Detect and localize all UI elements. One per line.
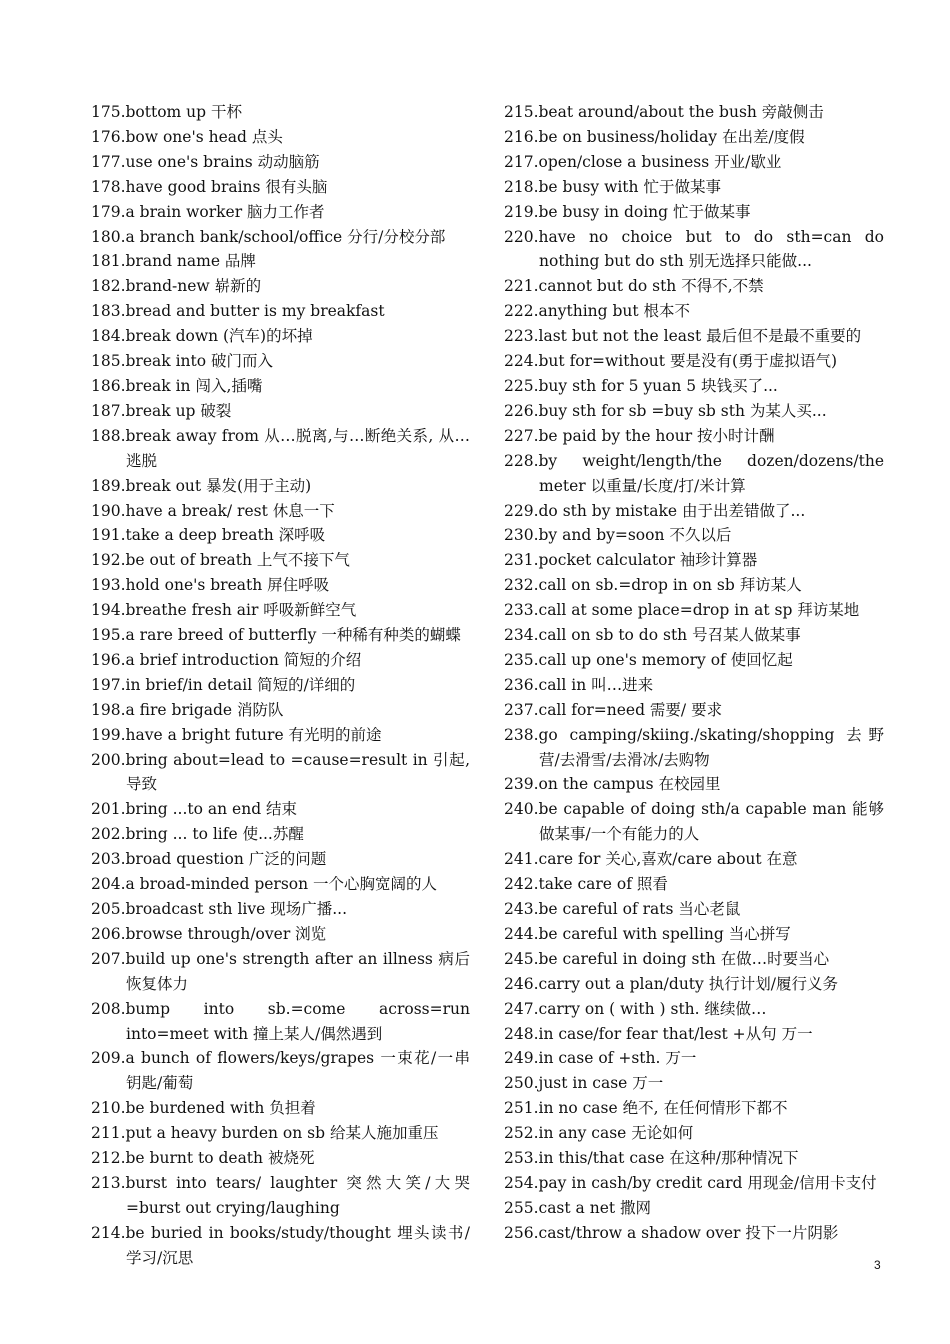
phrase-entry: 191.take a deep breath 深呼吸 [91, 526, 326, 545]
phrase-entry: 210.be burdened with 负担着 [91, 1099, 316, 1118]
phrase-entry: 200.bring about=lead to =cause=result in 引起,导致 [91, 750, 470, 794]
phrase-entry: 182.brand-new 崭新的 [91, 277, 262, 296]
phrase-entry: 193.hold one's breath 屏住呼吸 [91, 576, 330, 595]
phrase-entry: 236.call in 叫…进来 [504, 675, 654, 694]
phrase-entry: 255.cast a net 撒网 [504, 1198, 652, 1217]
phrase-entry: 229.do sth by mistake 由于出差错做了... [504, 501, 806, 520]
phrase-entry: 211.put a heavy burden on sb 给某人施加重压 [91, 1124, 439, 1143]
phrase-entry: 245.be careful in doing sth 在做…时要当心 [504, 949, 830, 968]
page-number: 3 [874, 1258, 881, 1272]
phrase-entry: 189.break out 暴发(用于主动) [91, 476, 312, 495]
phrase-entry: 244.be careful with spelling 当心拼写 [504, 924, 791, 943]
phrase-entry: 224.but for=without 要是没有(勇于虚拟语气) [504, 352, 838, 371]
phrase-entry: 253.in this/that case 在这种/那种情况下 [504, 1149, 799, 1168]
phrase-entry: 175.bottom up 干杯 [91, 103, 243, 121]
phrase-entry: 199.have a bright future 有光明的前途 [91, 725, 382, 744]
phrase-entry: 214.be buried in books/study/thought 埋头读书/学习/沉思 [91, 1223, 470, 1267]
phrase-entry: 228.by weight/length/the dozen/dozens/the meter 以重量/长度/打/米计算 [504, 451, 884, 495]
phrase-entry: 196.a brief introduction 简短的介绍 [91, 650, 362, 669]
phrase-entry: 251.in no case 绝不, 在任何情形下都不 [504, 1099, 788, 1118]
phrase-entry: 190.have a break/ rest 休息一下 [91, 501, 335, 520]
phrase-entry: 238.go camping/skiing./skating/shopping 去野营/去滑雪/去滑冰/去购物 [504, 725, 884, 769]
phrase-entry: 225.buy sth for 5 yuan 5 块钱买了... [504, 376, 778, 395]
phrase-entry: 222.anything but 根本不 [504, 302, 691, 321]
phrase-entry: 242.take care of 照看 [504, 875, 668, 894]
phrase-entry: 201.bring ...to an end 结束 [91, 800, 298, 819]
phrase-entry: 209.a bunch of flowers/keys/grapes 一束花/一串钥匙/葡萄 [91, 1049, 470, 1093]
phrase-entry: 195.a rare breed of butterfly 一种稀有种类的蝴蝶 [91, 626, 461, 645]
phrase-entry: 176.bow one's head 点头 [91, 127, 283, 146]
phrase-entry: 226.buy sth for sb =buy sb sth 为某人买... [504, 401, 827, 420]
phrase-entry: 246.carry out a plan/duty 执行计划/履行义务 [504, 974, 838, 993]
phrase-entry: 203.broad question 广泛的问题 [91, 850, 327, 869]
phrase-entry: 243.be careful of rats 当心老鼠 [504, 900, 741, 918]
phrase-entry: 197.in brief/in detail 简短的/详细的 [91, 675, 356, 694]
phrase-entry: 230.by and by=soon 不久以后 [504, 526, 732, 545]
phrase-entry: 218.be busy with 忙于做某事 [504, 177, 721, 196]
phrase-entry: 205.broadcast sth live 现场广播... [91, 900, 348, 918]
phrase-entry: 227.be paid by the hour 按小时计酬 [504, 426, 775, 445]
right-column [504, 100, 884, 1246]
phrase-entry: 256.cast/throw a shadow over 投下一片阴影 [504, 1223, 839, 1242]
phrase-entry: 234.call on sb to do sth 号召某人做某事 [504, 626, 801, 645]
phrase-entry: 249.in case of +sth. 万一 [504, 1049, 697, 1068]
phrase-entry: 188.break away from 从…脱离,与…断绝关系, 从…逃脱 [91, 426, 470, 470]
phrase-entry: 216.be on business/holiday 在出差/度假 [504, 127, 805, 146]
phrase-entry: 177.use one's brains 动动脑筋 [91, 152, 320, 171]
phrase-entry: 220.have no choice but to do sth=can do nothing but do sth 别无选择只能做... [504, 227, 884, 271]
phrase-entry: 239.on the campus 在校园里 [504, 775, 721, 794]
phrase-entry: 217.open/close a business 开业/歇业 [504, 152, 782, 171]
phrase-entry: 206.browse through/over 浏览 [91, 924, 327, 943]
phrase-entry: 254.pay in cash/by credit card 用现金/信用卡支付 [504, 1173, 877, 1192]
phrase-entry: 178.have good brains 很有头脑 [91, 177, 328, 196]
phrase-entry: 187.break up 破裂 [91, 401, 232, 420]
phrase-entry: 185.break into 破门而入 [91, 352, 274, 371]
phrase-entry: 237.call for=need 需要/ 要求 [504, 700, 723, 719]
phrase-entry: 233.call at some place=drop in at sp 拜访某地 [504, 601, 860, 620]
phrase-entry: 202.bring ... to life 使...苏醒 [91, 825, 304, 844]
phrase-entry: 235.call up one's memory of 使回忆起 [504, 650, 793, 669]
phrase-entry: 184.break down (汽车)的坏掉 [91, 327, 313, 346]
phrase-entry: 194.breathe fresh air 呼吸新鲜空气 [91, 601, 357, 620]
phrase-entry: 212.be burnt to death 被烧死 [91, 1149, 315, 1168]
left-column [91, 100, 470, 1271]
phrase-entry: 179.a brain worker 脑力工作者 [91, 202, 325, 221]
phrase-entry: 232.call on sb.=drop in on sb 拜访某人 [504, 576, 802, 595]
phrase-entry: 252.in any case 无论如何 [504, 1124, 694, 1143]
phrase-entry: 186.break in 闯入,插嘴 [91, 376, 263, 395]
phrase-entry: 221.cannot but do sth 不得不,不禁 [504, 277, 764, 296]
phrase-entry: 192.be out of breath 上气不接下气 [91, 551, 350, 570]
phrase-entry: 207.build up one's strength after an illness 病后恢复体力 [91, 949, 470, 993]
phrase-entry: 215.beat around/about the bush 旁敲侧击 [504, 103, 824, 121]
phrase-entry: 213.burst into tears/ laughter 突然大笑/大哭=burst out crying/laughing [91, 1173, 470, 1217]
phrase-entry: 248.in case/for fear that/lest +从句 万一 [504, 1024, 813, 1043]
phrase-entry: 219.be busy in doing 忙于做某事 [504, 202, 751, 221]
phrase-entry: 208.bump into sb.=come across=run into=meet with 撞上某人/偶然遇到 [91, 999, 470, 1043]
phrase-entry: 183.bread and butter is my breakfast [91, 302, 385, 321]
phrase-entry: 180.a branch bank/school/office 分行/分校分部 [91, 227, 446, 246]
phrase-entry: 241.care for 关心,喜欢/care about 在意 [504, 850, 798, 869]
phrase-entry: 198.a fire brigade 消防队 [91, 700, 284, 719]
phrase-entry: 181.brand name 品牌 [91, 252, 256, 271]
phrase-entry: 247.carry on ( with ) sth. 继续做… [504, 999, 767, 1018]
phrase-entry: 231.pocket calculator 袖珍计算器 [504, 551, 758, 570]
phrase-entry: 250.just in case 万一 [504, 1074, 664, 1093]
phrase-entry: 204.a broad-minded person 一个心胸宽阔的人 [91, 875, 438, 894]
phrase-entry: 240.be capable of doing sth/a capable man 能够做某事/一个有能力的人 [504, 800, 884, 844]
phrase-entry: 223.last but not the least 最后但不是最不重要的 [504, 327, 862, 346]
